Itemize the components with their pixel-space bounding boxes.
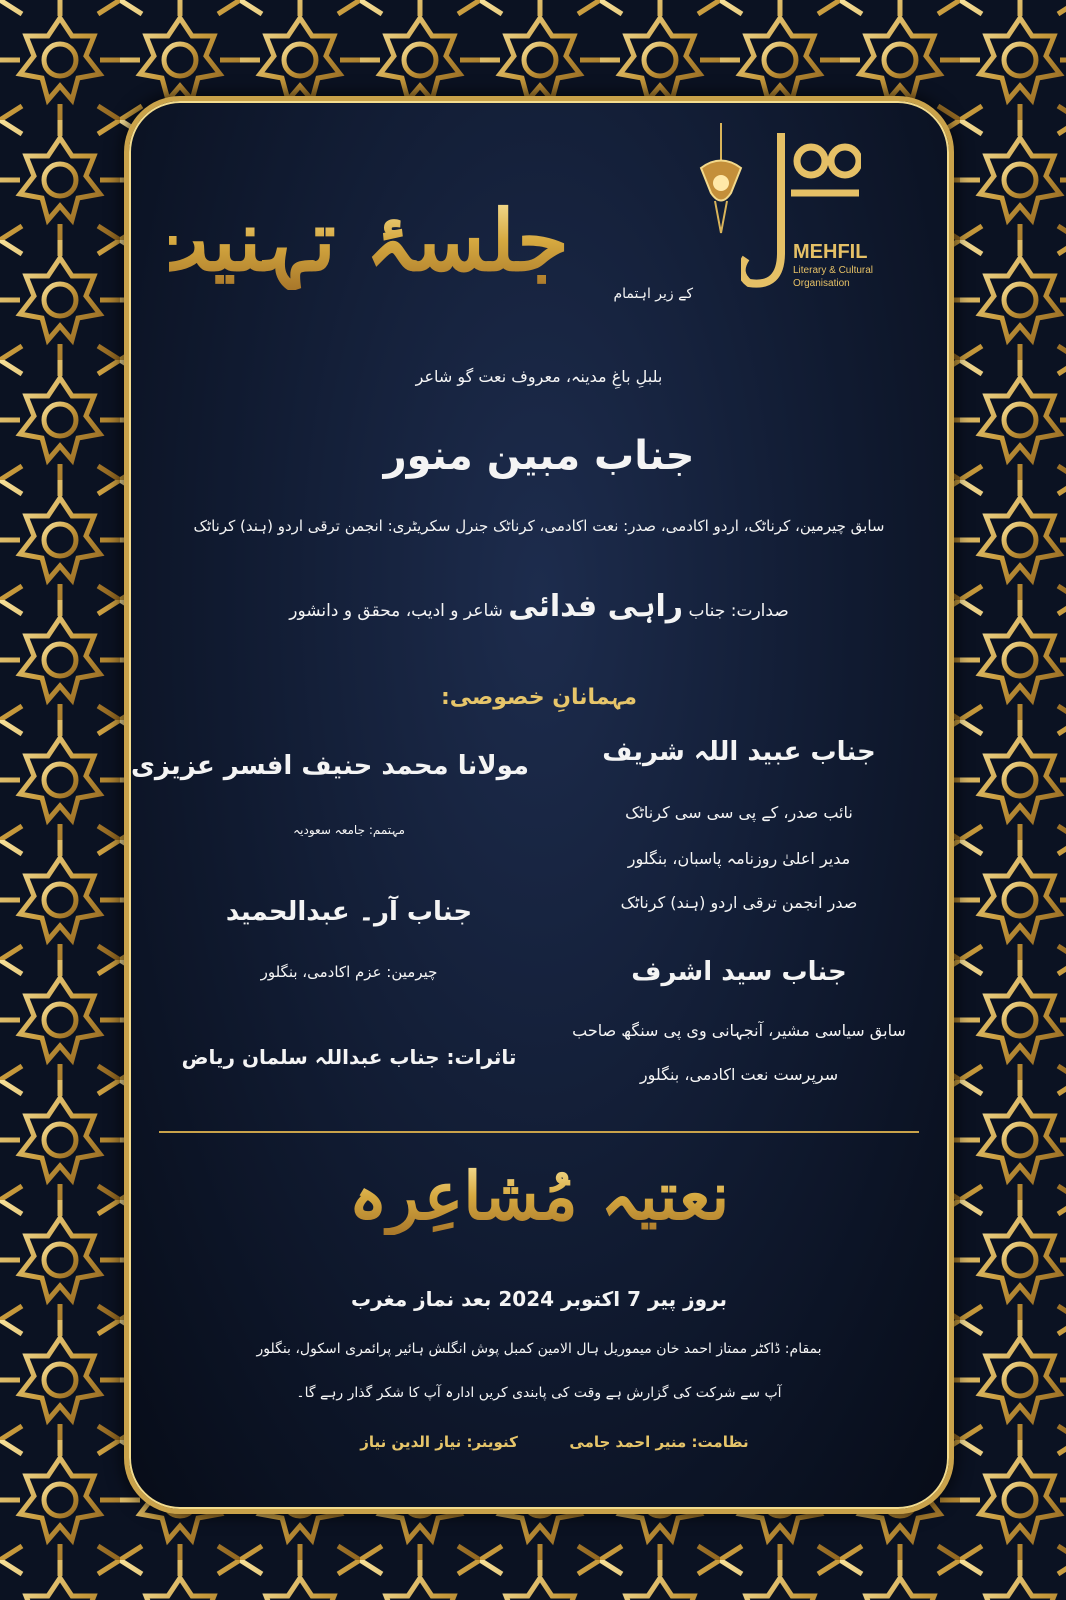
date-line: بروز پیر 7 اکتوبر 2024 بعد نماز مغرب <box>350 1287 727 1311</box>
guest-detail: صدر انجمن ترقی اردو (ہند) کرناٹک <box>620 893 858 912</box>
guest-detail: نائب صدر، کے پی سی سی کرناٹک <box>625 803 853 822</box>
invitation-card <box>124 96 954 1514</box>
mushaira-title: نعتیہ مُشاعِرہ <box>129 1157 949 1235</box>
guest-name: جناب آر۔ عبدالحمید <box>225 897 473 927</box>
logo-brand: MEHFIL <box>793 241 868 263</box>
page-title: جلسۂ تہنیت <box>130 191 569 290</box>
presidency-line <box>129 589 949 624</box>
guest-name: جناب سید اشرف <box>631 957 847 987</box>
honoree-epithet: بلبلِ باغِ مدینہ، معروف نعت گو شاعر <box>415 367 663 386</box>
guest-detail: سرپرست نعت اکادمی، بنگلور <box>639 1065 839 1084</box>
presidency-label: صدارت: جناب <box>688 601 789 621</box>
guest-detail: چیرمین: عزم اکادمی، بنگلور <box>260 963 438 981</box>
request-line: آپ سے شرکت کی گزارش ہے وقت کی پابندی کریں ادارہ آپ کا شکر گذار رہے گا۔ <box>296 1385 782 1401</box>
honoree-designations: سابق چیرمین، کرناٹک، اردو اکادمی، صدر: نعت اکادمی، کرناٹک جنرل سکریٹری: انجمن ترقی اردو (ہند) کرناٹک <box>193 517 885 535</box>
guest-detail: مہتمم: جامعہ سعودیہ <box>293 823 405 837</box>
guest-detail: سابق سیاسی مشیر، آنجہانی وی پی سنگھ صاحب <box>572 1021 906 1040</box>
presidency-suffix: شاعر و ادیب، محقق و دانشور <box>289 601 503 621</box>
venue-line: بمقام: ڈاکٹر ممتاز احمد خان میموریل ہال الامین کمبل پوش انگلش ہائیر پرائمری اسکول، بنگلور <box>256 1341 822 1357</box>
compere-line: نظامت: منیر احمد جامی <box>569 1433 749 1451</box>
guest-detail: مدیر اعلیٰ روزنامہ پاسبان، بنگلور <box>627 849 851 868</box>
special-guests-heading: مہمانانِ خصوصی: <box>440 685 638 710</box>
mehfil-logo <box>701 123 901 313</box>
logo-tagline-1: Literary & Cultural <box>793 265 874 276</box>
honoree-name: جناب مبین منور <box>383 433 695 479</box>
under-auspices: کے زیر اہتمام <box>613 286 693 302</box>
divider <box>159 1131 919 1133</box>
impressions-line: تاثرات: جناب عبداللہ سلمان ریاض <box>181 1045 517 1069</box>
guest-name: مولانا محمد حنیف افسر عزیزی <box>131 751 529 781</box>
convener-line: کنوینر: نیاز الدین نیاز <box>360 1433 518 1451</box>
presidency-name: راہی فدائی <box>508 589 684 624</box>
logo-tagline-2: Organisation <box>793 278 850 289</box>
guest-name: جناب عبید اللہ شریف <box>602 737 876 767</box>
